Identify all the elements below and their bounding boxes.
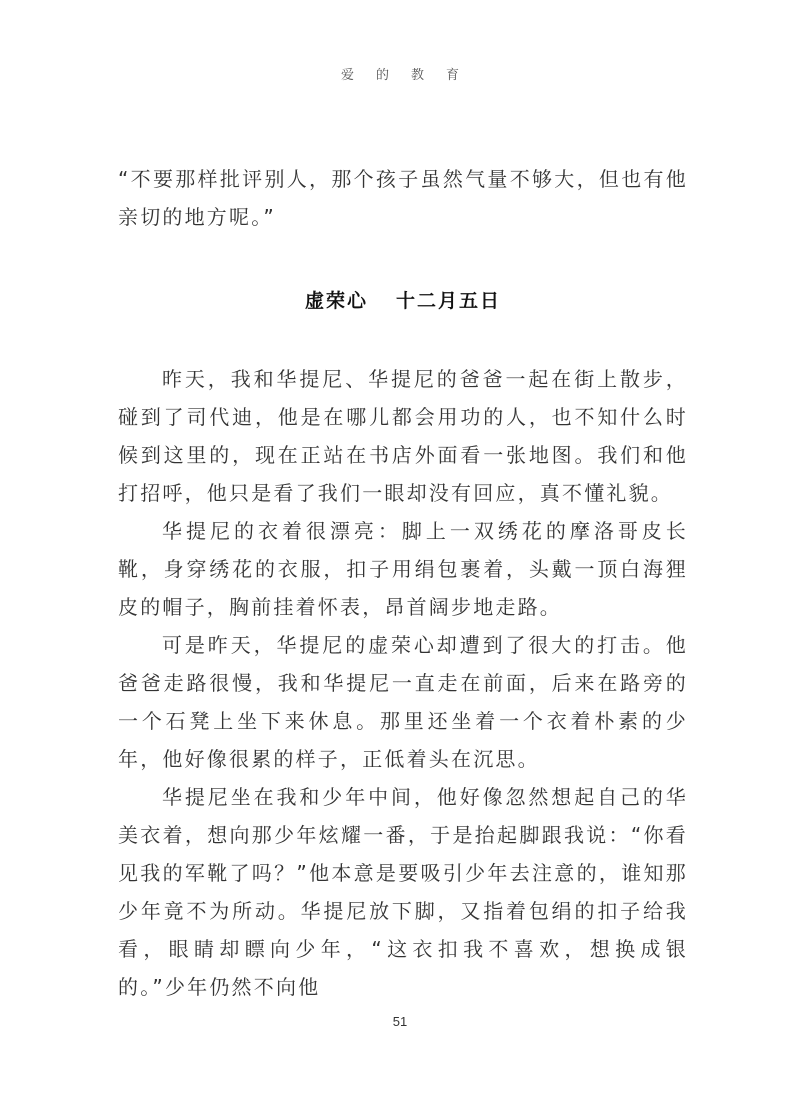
running-head: 爱的教育	[340, 68, 481, 83]
section-title-text: 虚荣心	[304, 290, 368, 312]
paragraph: 华提尼的衣着很漂亮：脚上一双绣花的摩洛哥皮长靴，身穿绣花的衣服，扣子用绢包裹着，头戴一顶白海狸皮的帽子，胸前挂着怀表，昂首阔步地走路。	[118, 519, 688, 619]
section-title	[118, 282, 688, 320]
page-body	[118, 160, 688, 1006]
paragraph: 可是昨天，华提尼的虚荣心却遭到了很大的打击。他爸爸走路很慢，我和华提尼一直走在前面，后来在路旁的一个石凳上坐下来休息。那里还坐着一个衣着朴素的少年，他好像很累的样子，正低着头在沉思。	[118, 633, 688, 771]
paragraph: 昨天，我和华提尼、华提尼的爸爸一起在街上散步，碰到了司代迪，他是在哪儿都会用功的人，也不知什么时候到这里的，现在正站在书店外面看一张地图。我们和他打招呼，他只是看了我们一眼却没有回应，真不懂礼貌。	[118, 367, 688, 505]
section-date: 十二月五日	[396, 290, 502, 312]
paragraph: 华提尼坐在我和少年中间，他好像忽然想起自己的华美衣着，想向那少年炫耀一番，于是抬起脚跟我说：“你看见我的军靴了吗？”他本意是要吸引少年去注意的，谁知那少年竟不为所动。华提尼放下脚，又指着包绢的扣子给我看，眼睛却瞟向少年，“这衣扣我不喜欢，想换成银的。”少年仍然不向他	[118, 785, 688, 999]
paragraph-quote: “不要那样批评别人，那个孩子虽然气量不够大，但也有他亲切的地方呢。”	[118, 167, 688, 229]
page-number: 51	[392, 1014, 408, 1029]
